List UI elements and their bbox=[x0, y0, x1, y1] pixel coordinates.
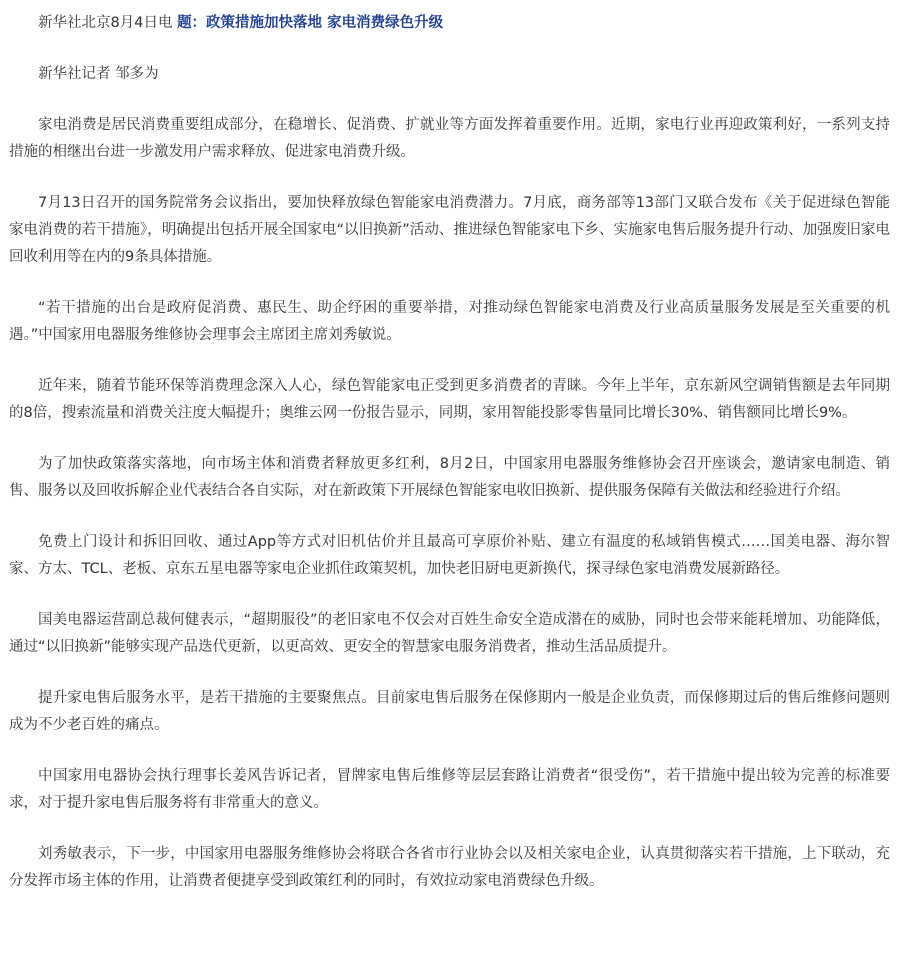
paragraph: 提升家电售后服务水平，是若干措施的主要聚焦点。目前家电售后服务在保修期内一般是企业负责，而保修期过后的售后维修问题则成为不少老百姓的痛点。 bbox=[9, 690, 890, 733]
paragraph: “若干措施的出台是政府促消费、惠民生、助企纾困的重要举措，对推动绿色智能家电消费及行业高质量服务发展是至关重要的机遇。”中国家用电器服务维修协会理事会主席团主席刘秀敏说。 bbox=[9, 300, 890, 343]
paragraph: 近年来，随着节能环保等消费理念深入人心，绿色智能家电正受到更多消费者的青睐。今年上半年，京东新风空调销售额是去年同期的8倍，搜索流量和消费关注度大幅提升；奥维云网一份报告显示，同期，家用智能投影零售量同比增长30%、销售额同比增长9%。 bbox=[9, 378, 890, 421]
paragraph: 免费上门设计和拆旧回收、通过App等方式对旧机估价并且最高可享原价补贴、建立有温度的私域销售模式……国美电器、海尔智家、方太、TCL、老板、京东五星电器等家电企业抓住政策契机，加快老旧厨电更新换代，探寻绿色家电消费发展新路径。 bbox=[9, 534, 890, 577]
article-dateline-paragraph bbox=[9, 10, 890, 37]
paragraph: 刘秀敏表示，下一步，中国家用电器服务维修协会将联合各省市行业协会以及相关家电企业，认真贯彻落实若干措施，上下联动，充分发挥市场主体的作用，让消费者便捷享受到政策红利的同时，有效拉动家电消费绿色升级。 bbox=[9, 846, 890, 889]
paragraph: 为了加快政策落实落地，向市场主体和消费者释放更多红利，8月2日，中国家用电器服务维修协会召开座谈会，邀请家电制造、销售、服务以及回收拆解企业代表结合各自实际，对在新政策下开展绿色智能家电收旧换新、提供服务保障有关做法和经验进行介绍。 bbox=[9, 456, 890, 499]
byline: 新华社记者 邹多为 bbox=[38, 66, 159, 82]
paragraph: 国美电器运营副总裁何健表示，“超期服役”的老旧家电不仅会对百姓生命安全造成潜在的威胁，同时也会带来能耗增加、功能降低，通过“以旧换新”能够实现产品迭代更新，以更高效、更安全的智慧家电服务消费者，推动生活品质提升。 bbox=[9, 612, 890, 655]
dateline: 新华社北京8月4日电 bbox=[38, 15, 178, 31]
paragraph: 中国家用电器协会执行理事长姜风告诉记者，冒牌家电售后维修等层层套路让消费者“很受伤”，若干措施中提出较为完善的标准要求，对于提升家电售后服务将有非常重大的意义。 bbox=[9, 768, 890, 811]
paragraph: 7月13日召开的国务院常务会议指出，要加快释放绿色智能家电消费潜力。7月底，商务部等13部门又联合发布《关于促进绿色智能家电消费的若干措施》，明确提出包括开展全国家电“以旧换新”活动、推进绿色智能家电下乡、实施家电售后服务提升行动、加强废旧家电回收利用等在内的9条具体措施。 bbox=[9, 195, 890, 265]
paragraph: 家电消费是居民消费重要组成部分，在稳增长、促消费、扩就业等方面发挥着重要作用。近期，家电行业再迎政策利好，一系列支持措施的相继出台进一步激发用户需求释放、促进家电消费升级。 bbox=[9, 117, 890, 160]
article-headline: 题：政策措施加快落地 家电消费绿色升级 bbox=[177, 15, 444, 31]
